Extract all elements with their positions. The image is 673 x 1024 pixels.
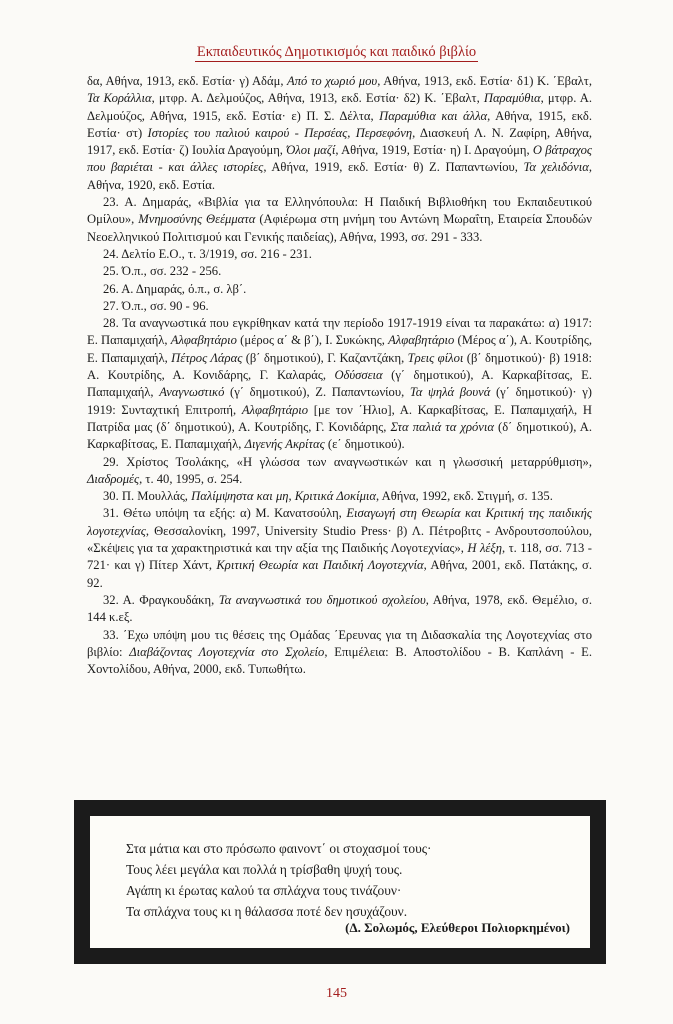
endnote-n32: 32. Α. Φραγκουδάκη, Τα αναγνωστικά του δημοτικού σχολείου, Αθήνα, 1978, εκδ. Θεμέλιο, σ. 144 κ.εξ.: [87, 592, 592, 625]
endnote-n24: 24. Δελτίο Ε.Ο., τ. 3/1919, σσ. 216 - 231.: [103, 246, 312, 261]
quote-line: Στα μάτια και στο πρόσωπο φαινοντ΄ οι στοχασμοί τους·: [126, 841, 432, 856]
quote-line: Τα σπλάχνα τους κι η θάλασσα ποτέ δεν ησυχάζουν.: [126, 904, 408, 919]
quote-attribution-text: (Δ. Σολωμός, Ελεύθεροι Πολιορκημένοι): [345, 920, 570, 935]
running-header: [0, 44, 673, 61]
running-header-title: Εκπαιδευτικός Δημοτικισμός και παιδικό βιβλίο: [196, 44, 477, 60]
endnote-n28: 28. Τα αναγνωστικά που εγκρίθηκαν κατά την περίοδο 1917-1919 είναι τα παρακάτω: α) 1917: Ε. Παπαμιχαήλ, Αλφαβητάριο (μέρος α΄ & β΄), Ι. Συκώκης, Αλφαβητάριο (Μέρος α΄), Α. Κουτρίδης, Ε. Παπαμιχαήλ, Πέτρος Λάρας (β΄ δημοτικού), Γ. Καζαντζάκη, Τρεις φίλοι (β΄ δημοτικού)· β) 1918: Α. Κουτρίδης, Α. Κονιδάρης, Γ. Καλαράς, Οδύσσεια (γ΄ δημοτικού), Α. Καρκαβίτσας, Ε. Παπαμιχαήλ, Αναγνωστικό (γ΄ δημοτικού), Ζ. Παπαντωνίου, Τα ψηλά βουνά (γ΄ δημοτικού)· γ) 1919: Συνταχτική Επιτροπή, Αλφαβητάριο [με τον ΄Ηλιο], Α. Καρκαβίτσας, Ε. Παπαμιχαήλ, Η Πατρίδα μας (δ΄ δημοτικού), Α. Κουτρίδης, Γ. Κονιδάρης, Στα παλιά τα χρόνια (δ΄ δημοτικού), Α. Καρκαβίτσας, Ε. Παπαμιχαήλ, Διγενής Ακρίτας (ε΄ δημοτικού).: [87, 316, 592, 452]
endnote-n25: 25. Ό.π., σσ. 232 - 256.: [103, 264, 222, 279]
quote-line: Τους λέει μεγάλα και πολλά η τρίσβαθη ψυχή τους.: [126, 862, 403, 877]
endnotes: [87, 73, 592, 678]
endnote-n29: 29. Χρίστος Τσολάκης, «Η γλώσσα των αναγνωστικών και η γλωσσική μεταρρύθμιση», Διαδρομές, τ. 40, 1995, σ. 254.: [87, 454, 592, 486]
quote-box: [74, 800, 606, 964]
endnote-n23: 23. Α. Δημαράς, «Βιβλία για τα Ελληνόπουλα: Η Παιδική Βιβλιοθήκη του Εκπαιδευτικού Ομίλου», Μνημοσύνης Θεέμματα (Αφιέρωμα στη μνήμη του Αντώνη Μωραΐτη, Εταιρεία Σπουδών Νεοελληνικού Πολιτισμού και Γενικής παιδείας), Αθήνα, 1993, σσ. 291 - 333.: [87, 195, 592, 244]
endnote-n26: 26. Α. Δημαράς, ό.π., σ. λβ΄.: [103, 281, 247, 296]
endnote-n33: 33. ΄Εχω υπόψη μου τις θέσεις της Ομάδας ΄Ερευνας για τη Διδασκαλία της Λογοτεχνίας στο βιβλίο: Διαβάζοντας Λογοτεχνία στο Σχολείο, Επιμέλεια: Β. Αποστολίδου - Β. Καπλάνη - Ε. Χοντολίδου, Αθήνα, 2000, εκδ. Τυπωθήτω.: [87, 627, 592, 677]
endnote-n31: 31. Θέτω υπόψη τα εξής: α) Μ. Κανατσούλη, Εισαγωγή στη Θεωρία και Κριτική της παιδικής λογοτεχνίας, Θεσσαλονίκη, 1997, University Studio Press· β) Λ. Πέτροβιτς - Ανδρουτσοπούλου, «Σκέψεις για τα χαρακτηριστικά και την αξία της Παιδικής Λογοτεχνίας», Η λέξη, τ. 118, σσ. 713 - 721· και γ) Πίτερ Χάντ, Κριτική Θεωρία και Παιδική Λογοτεχνία, Αθήνα, 2001, εκδ. Πατάκης, σ. 92.: [87, 506, 592, 590]
endnote-cont: δα, Αθήνα, 1913, εκδ. Εστία· γ) Αδάμ, Από το χωριό μου, Αθήνα, 1913, εκδ. Εστία· δ1) Κ. ΄Εβαλτ, Τα Κοράλλια, μτφρ. Α. Δελμούζος, Αθήνα, 1913, εκδ. Εστία· δ2) Κ. ΄Εβαλτ, Παραμύθια, μτφρ. Α. Δελμούζος, Αθήνα, 1915, εκδ. Εστία· ε) Π. Σ. Δέλτα, Παραμύθια και άλλα, Αθήνα, 1915, εκδ. Εστία· στ) Ιστορίες του παλιού καιρού - Περσέας, Περσεφόνη, Διασκευή Λ. Ν. Ζαφίρη, Αθήνα, 1917, εκδ. Εστία· ζ) Ιουλία Δραγούμη, Όλοι μαζί, Αθήνα, 1919, Εστία· η) Ι. Δραγούμη, Ο βάτραχος που βαριέται - και άλλες ιστορίες, Αθήνα, 1919, εκδ. Εστία· θ) Ζ. Παπαντωνίου, Τα χελιδόνια, Αθήνα, 1920, εκδ. Εστία.: [87, 74, 593, 192]
quote-line: Αγάπη κι έρωτας καλού τα σπλάχνα τους τινάζουν·: [126, 883, 402, 898]
quote-inner: [90, 816, 590, 948]
page-number: 145: [326, 986, 347, 1001]
endnote-n30: 30. Π. Μουλλάς, Παλίμψηστα και μη, Κριτικά Δοκίμια, Αθήνα, 1992, εκδ. Στιγμή, σ. 135.: [103, 489, 553, 504]
quote-attribution: [345, 917, 570, 938]
endnote-n27: 27. Ό.π., σσ. 90 - 96.: [103, 298, 209, 313]
